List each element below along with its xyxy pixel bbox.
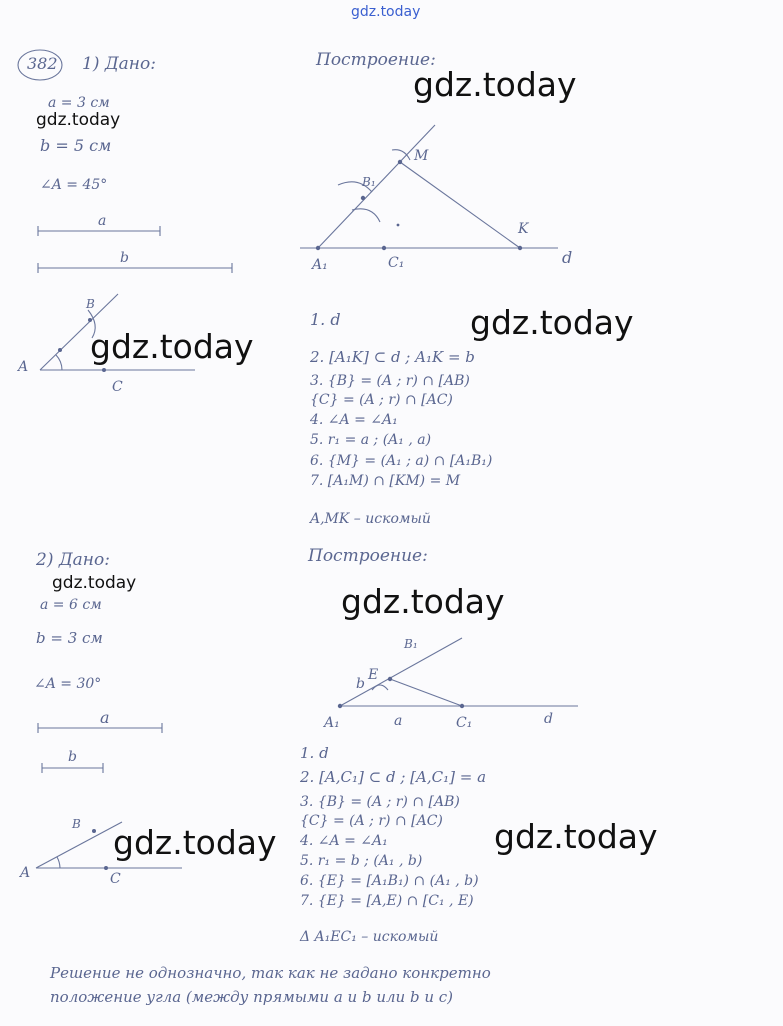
construction-title-1: Построение: xyxy=(316,50,436,70)
watermark: gdz.today xyxy=(470,303,634,342)
result-1: A,MK – искомый xyxy=(310,511,431,527)
given-b-2: b = 3 см xyxy=(36,629,103,647)
conclusion-line-2: положение угла (между прямыми a и b или b и c) xyxy=(50,988,454,1006)
label-A1-2: A₁ xyxy=(324,715,340,731)
step-1-1: 1. d xyxy=(310,310,341,329)
construction-title-2: Построение: xyxy=(308,546,428,566)
label-A1-1: A₁ xyxy=(312,257,328,273)
watermark: gdz.today xyxy=(36,110,121,130)
label-B1-1: B₁ xyxy=(362,175,376,189)
step-2-2: 2. [A,C₁] ⊂ d ; [A,C₁] = a xyxy=(300,768,487,786)
label-C1-1: C₁ xyxy=(388,255,405,271)
label-C1-2: C₁ xyxy=(456,715,473,731)
label-d-2: d xyxy=(544,711,553,727)
angle-base-point-label-2: C xyxy=(110,871,121,887)
result-2: Δ A₁EC₁ – искомый xyxy=(300,929,439,945)
given-angle-2: ∠A = 30° xyxy=(34,676,102,692)
segment-a-label-1: a xyxy=(98,213,107,229)
given-b-1: b = 5 см xyxy=(40,136,112,155)
angle-ray-point-label-1: B xyxy=(86,297,95,311)
segment-b-label-2: b xyxy=(68,749,77,765)
label-b-2: b xyxy=(356,676,365,692)
watermark-top: gdz.today xyxy=(351,4,421,20)
segment-b-label-1: b xyxy=(120,250,129,266)
watermark: gdz.today xyxy=(413,65,577,104)
given-a-1: a = 3 см xyxy=(48,95,110,111)
step-2-3b: {C} = (A ; r) ∩ [AC) xyxy=(300,813,443,829)
step-1-2: 2. [A₁K] ⊂ d ; A₁K = b xyxy=(310,348,475,366)
watermark: gdz.today xyxy=(494,817,658,856)
angle-vertex-label-1: A xyxy=(18,359,29,375)
step-1-4: 4. ∠A = ∠A₁ xyxy=(310,412,398,428)
label-K-1: K xyxy=(518,221,529,237)
step-2-6: 6. {E} = [A₁B₁) ∩ (A₁ , b) xyxy=(300,873,479,889)
angle-base-point-label-1: C xyxy=(112,379,123,395)
step-2-5: 5. r₁ = b ; (A₁ , b) xyxy=(300,853,423,869)
step-1-7: 7. [A₁M) ∩ [KM) = M xyxy=(310,473,461,489)
label-d-1: d xyxy=(562,248,573,267)
given-angle-1: ∠A = 45° xyxy=(40,177,108,193)
label-M-1: M xyxy=(414,148,429,164)
problem-number: 382 xyxy=(27,54,58,73)
given-a-2: a = 6 см xyxy=(40,597,102,613)
step-2-7: 7. {E} = [A,E) ∩ [C₁ , E) xyxy=(300,893,474,909)
watermark: gdz.today xyxy=(52,573,137,593)
step-1-5: 5. r₁ = a ; (A₁ , a) xyxy=(310,432,432,448)
label-a-2: a xyxy=(394,713,403,729)
label-B1-2: B₁ xyxy=(404,637,418,651)
step-1-6: 6. {M} = (A₁ ; a) ∩ [A₁B₁) xyxy=(310,453,493,469)
label-E-2: E xyxy=(368,667,379,683)
step-1-3b: {C} = (A ; r) ∩ [AC) xyxy=(310,392,453,408)
step-2-1: 1. d xyxy=(300,744,329,762)
watermark: gdz.today xyxy=(113,823,277,862)
watermark: gdz.today xyxy=(341,582,505,621)
step-2-3: 3. {B} = (A ; r) ∩ [AB) xyxy=(300,794,460,810)
conclusion-line-1: Решение не однозначно, так как не задано конкретно xyxy=(50,964,491,982)
angle-ray-point-label-2: B xyxy=(72,817,81,831)
given-heading-2: 2) Дано: xyxy=(36,550,110,570)
angle-vertex-label-2: A xyxy=(20,865,31,881)
given-heading-1: 1) Дано: xyxy=(82,54,156,74)
watermark: gdz.today xyxy=(90,327,254,366)
step-1-3: 3. {B} = (A ; r) ∩ [AB) xyxy=(310,373,470,389)
segment-a-label-2: a xyxy=(100,708,110,727)
step-2-4: 4. ∠A = ∠A₁ xyxy=(300,833,388,849)
